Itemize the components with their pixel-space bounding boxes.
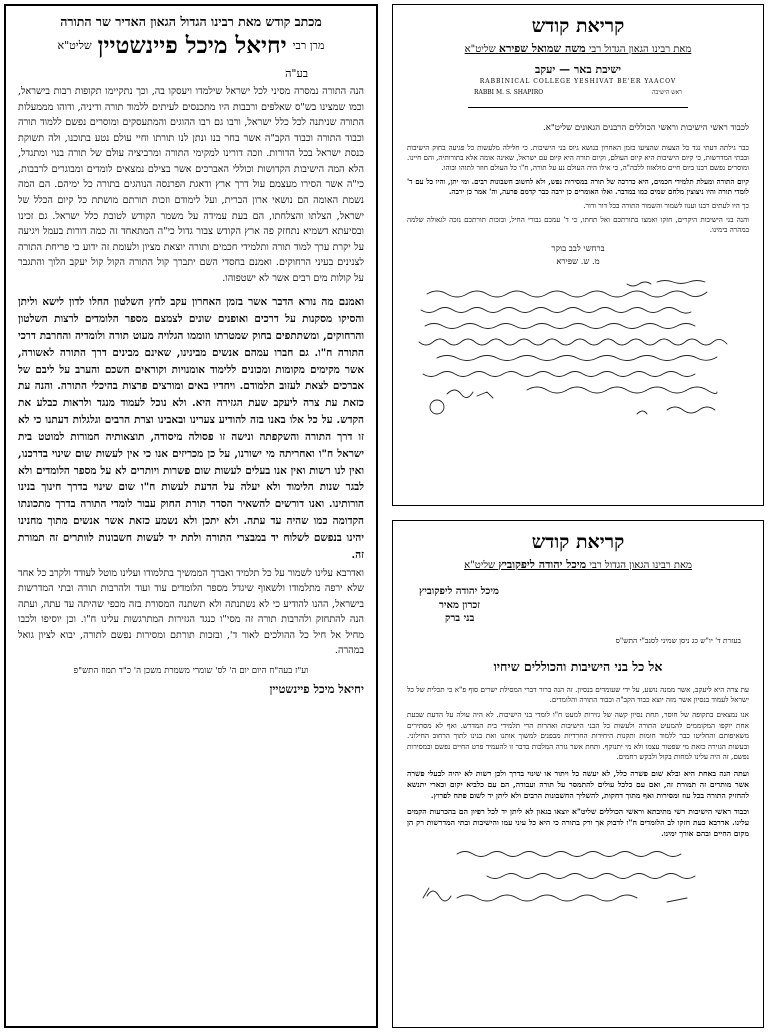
paragraph-3: ואדרבא עלינו לשמור על כל תלמיד ואברך הממשיך בתלמודו ועלינו מוטל לעודד ולקרב כל אחד שלא ירפה מתלמודו ולשאוף שיגדל מספר הלומדים עוד ועוד ולהרבות תורה ובתי המדרשות בישראל, ההנו להודיע כי לא נשתנתה ולא תשתנה המסורת בזה מכפי שהיתה עד עתה, ועתה הנה להתחזק ולהרבות תורה זה מסי"ו כנגד הגזירות המתרגשות עלינו ח"ו. וכן יוסיפו ולכבו מחיל אל חיל כל ההולכים לאור ד', ובזכות תורתם ומסירות נפשם לתורה, יבוא לציון גואל במהרה. — [18, 567, 364, 657]
body-paragraph: כך היו לעתים רבנו וענוו לשמור והשמור התורה בכל דור ודור. — [583, 201, 749, 211]
from-name: משה שמואל שפירא — [498, 42, 586, 55]
body-paragraph: כבר גילתה דעתי נגד כל הצעות שהציעו בזמן האחרון בנושא גיוס בני הישיבות. כי חלילה מלעשות כל פגיעה בחוק הישיבות ובבתי המדרשות, כי קיום הישיבות היא קיום העולם, וקיום תורה היא קיום עם ישראל, שאינה אומה אלא בתורותיה, והם חיינו. ומוסרים נפשם רבנו ביום חיים מולאזוז ללכה"ה, כי אילו היה העולם נע על תורה, ח"ו כל העולם חוזר לתוהו ובוהו. — [407, 143, 749, 173]
body-paragraph: וכבוד ראשי הישיבות רשי מתיבתא וראשי הכוללים שליט"א יוצאו בגאון לא ליתן יד לכל רפיון הם בהכרעות הקמים עלינו. אדרבא כעת חזקו לב הלומדים ח"ו לדבוק אך ורק בתורה כי היא כל עיני עמו והישיבות ובתי המדרשות רק הן מקום החיים ובהם אורך ימינו. — [407, 806, 749, 838]
letterhead-right: ראש הישיבה — [652, 89, 682, 96]
return-line-3: בני ברק — [445, 613, 475, 624]
kriat-kodesh-title: קריאת קודש — [531, 15, 625, 37]
author-name-row — [18, 32, 364, 59]
from-prefix: מאת רבינו הגאון הגדול רבי — [588, 44, 692, 55]
letter-body — [407, 143, 749, 236]
yeshiva-letterhead — [468, 61, 688, 108]
body-paragraph: ועתה הנה באחת היא ובלא שום פשרה כלל, לא יעשה כל ויתור או שינוי בדרך ולכן רשות לא יהיה לבעלי פשרה אשר מותרים זה תמורת זה, ואם עם כלכל עולים להתמסר על תורה ועבודה, הם עם כלביא יקום וכארי יתנשא להחזיק התורה בכל עוז ומסירות ואף מתוך דחקות, להשליך החשבונות הרבים ולא ליתן יד לשום פתח לפרוץ. — [407, 768, 749, 800]
body-paragraph: עת צרה היא ליעקב, אשר ממנה נושע, על ידי שעומדים בנסיון. זה הנה ברור דברי המסילת ישרים סוף פ"א כי תכלית של כל ישראל לעמוד בנסיון אשר מזה יוצא כבוד הקב"ה וכבוד התורה והלומדים. — [407, 684, 749, 704]
from-line — [407, 42, 749, 55]
from-suffix: שליט"א — [464, 44, 496, 55]
return-address — [407, 585, 749, 626]
handwritten-signature — [407, 844, 749, 914]
body-paragraph: והנה בני הישיבות היקרים, חזקו ואמצו בתורתכם ואל תחתו, כי ד' עמכם גבורי החיל, ובזכות תורתכם נזכה לגאולה שלמה במהרה בימינו. — [407, 215, 749, 235]
letter-body — [407, 685, 749, 839]
feinstein-letter-panel — [4, 4, 378, 1028]
author-prefix: מרן רבי — [292, 39, 325, 53]
date-line: בעזרת ד' יו"ש כג ניסן שמיני לסנב"י התש"ס — [615, 635, 741, 645]
from-suffix: שליט"א — [464, 560, 496, 571]
signer-name: יחיאל מיכל פיינשטיין — [269, 681, 364, 696]
shapira-letter-panel — [392, 4, 764, 506]
closing-date-line: וע"ז בעה"ח היום יום ה' לס' שומרי משמרת משכן ה' כ"ד תמוז התש"פ — [73, 665, 309, 676]
letterhead-hebrew: ישיבת באר — יעקב — [534, 63, 622, 76]
handwritten-letter-image — [407, 274, 749, 424]
kriat-kodesh-title: קריאת קודש — [531, 531, 625, 553]
author-name: יחיאל מיכל פיינשטיין — [97, 32, 287, 60]
letterhead-left: RABBI M. S. SHAPIRO — [474, 89, 544, 96]
signature-name: מ. ש. שפירא — [556, 255, 600, 266]
paragraph-2-bold: ואמנם מה נורא הדבר אשר בזמן האחרון עקב לחץ השלטון החלו לדון לישא וליתן והסיקו מסקנות על דרכים ואופנים שונים לצמצם מספר הלומדים לרצות השלטון והרחוקים, ומשתתפים בחוק שמטרתו וזוממו הגלויה מעוט תורה ולומדיה והחרבת דרכי התורה ח"ו. גם חברו עמהם אנשים מבינינו, שאינם מבינים דרך התורה לאשורה, אשר מקימים מקומות ומכונים ללימוד אומנויות וקוראים השכם והערב על ליבם של אברכים לצאת לעזוב תלמודם. ויחדיו באים ומורצים פרצות בהיכלי התורה. והנה עת כזאת עת צרה ליעקב שעת הגזירה היא. ולא נוכל לעמוד מנגד ולראות כבלע את הקדש. על כל אלו באנו בזה להודיע צערינו ובאבינו וצרת הרבים וגלגלות דעתנו כי לא זו דרך התורה והשקפתה ונישה זו פסולה מיסודה, תוצאותיה חמורות למוטט בית ישראל ח"ו ואחריתה מי ישורנו, על כן מכריזים אנו כי אין לעשות שום שינוי בדרכנו, ואין לנו רשות ואין אנו בעלים לעשות שום פשרות ויותרים לא על מספר הלומדים ולא לבגר שנות הלימוד ולא יעלה על הדעת לעשות ח"ו שום שינוי בדרך חינוך בנינו הורותינו. ואנו דורשים להשאיר הסדר תורת החוק עבור לומדי התורה בדרך מתכונתו הקדומה כמו שהיה עד עתה. ולא יתכן ולא נשמע כזאת אשר אנשים מתוך מחנינו יהינו בנפשם לשלוח יד במבצרי התורה ולתת יד לעשות חשבונות לוותרים זה תמורת זה. — [18, 296, 364, 561]
from-prefix: מאת רבינו הגאון הגדול רבי — [589, 560, 692, 571]
signature-label: ברחשי לבב בוקר — [551, 242, 605, 253]
addressee-heading: אל כל בני הישיבות והכוללים שיחיו — [493, 658, 663, 674]
return-line-2: זכרון מאיר — [439, 599, 481, 611]
handwriting-scribbles — [407, 274, 749, 424]
handwritten-signature-image — [407, 844, 749, 914]
from-name: מיכל יהודה ליפקוביץ — [498, 558, 587, 571]
letterhead-english: RABBINICAL COLLEGE YESHIVAT BE'ER YAACOV — [479, 78, 677, 85]
from-line — [407, 558, 749, 571]
body-paragraph: קיום התורה ומעלת תלמידי חכמים, היא כדרכה של תורה במסירות נפש, ולא לחשוב חשבונות רבים. ומי יתן, והיו כל עם ד' לומדי תורה והיו ניצוצין מלחם שמים כמו במדבר. ואלו האומרים כן ירבה כבר קדמם פרעה, וה' אמר כן ירבה. — [407, 177, 749, 197]
greeting: לכבוד ראשי הישיבות וראשי הכוללים הרבנים הגאונים שליט"א. — [543, 123, 749, 133]
signature-block — [407, 242, 749, 269]
bsd-mark: בע"ה — [285, 67, 308, 81]
return-name: מיכל יהודה ליפקוביץ — [419, 586, 499, 597]
paragraph-1: הנה התורה נמסרה מסיני לכל ישראל שילמדו ויעסקו בה, וכך נתקיימו תקופות רבות בישראל, וכמו שמצינו בש"ס שאלפים ורבבות היו מתכנסים לעיתים ללמוד תורה ודיניה, ודוהו מממעלות התורה שניתנה לכל כלל ישראל, ורבו גם רבו ההוגים והמתעסקים ומוסרים נפשם ללמוד תורה וכבוד התורה וכבוד הקב"ה אשר בחר בנו ונתן לנו תורתו וחיי עולם נטע בתוכנו, ולה תשוקת כנסת ישראל בכל הדורות. וזכה דורינו למקימי התורה ומרביציה עולם של תורה בנוי ומתגדל, הלא המה הישיבות הקדושות וכוללי האברכים אשר בצילם נמצאים לומדים ומבוגרים לרבבות, כי"ה אשר הסירו מעצמם עול דרך ארץ ודאגת הפרנסה הנוהגים בתורה כל ימיהם. הם המה נשמת האומה הם נושאי ארון הברית, ועל לימודם וזכות תורתם מושתת כל קיום הכלל של ישראל, הצלתו והצלחתו, הם בעת עמידה על משמר הקודש לטובת כלל ישראל. גם זכינו ובסיעתא דשמיא נתחזק פה ארץ הקודש צבור גדול כי"ה המתאחד זה כמה דורות בעמל ויגיעה על יקרת ערך למוד תורה ותלמידי חכמים ותורה יוצאת מציון ולעומת זה ידוע כי פריחת התורה לצנינים בעיני הרחוקים. ואמנם בחסדי השם יתברך קול התורה הקול קול יעקב הלוך והתגבר על קולות מים רבים אשר לא ישטפוהו. — [18, 86, 364, 284]
author-suffix: שליט"א — [57, 39, 92, 53]
body-paragraph: אנו נמצאים בתקופה של חוסר, תחת נסיון קשה של גזירות למעט ח"ו לומדי בני הישיבות. לא היה עולה על הדעת שבעת אחת יוקפו המקוממים להמעיט התורה ולעשות כל הבני הישיבות ואהרות הרי תלמידי בית המדרש. ואף לא מסתירים משאיפותם והחליטו כבר ללמוד חומות ותקנות היחידות החרדיות מבפנים למשוך אותנו ואת בנינו לתוך הרחוב החילוני. ובעשות הגזירה כזאת מי שפטור עצמו ולא מי יתנוקף. ותחת אשר גזרה המלכות בדבר זו להעמיד פרט החיים נפשם ובמסירות נפשם, זה היה עלינו למחות בקול ולבקש רחמים. — [407, 710, 749, 762]
lefkowitz-letter-panel — [392, 520, 764, 1028]
letter-header: מכתב קודש מאת רבינו הגדול הגאון האדיר שר התורה — [60, 14, 322, 29]
